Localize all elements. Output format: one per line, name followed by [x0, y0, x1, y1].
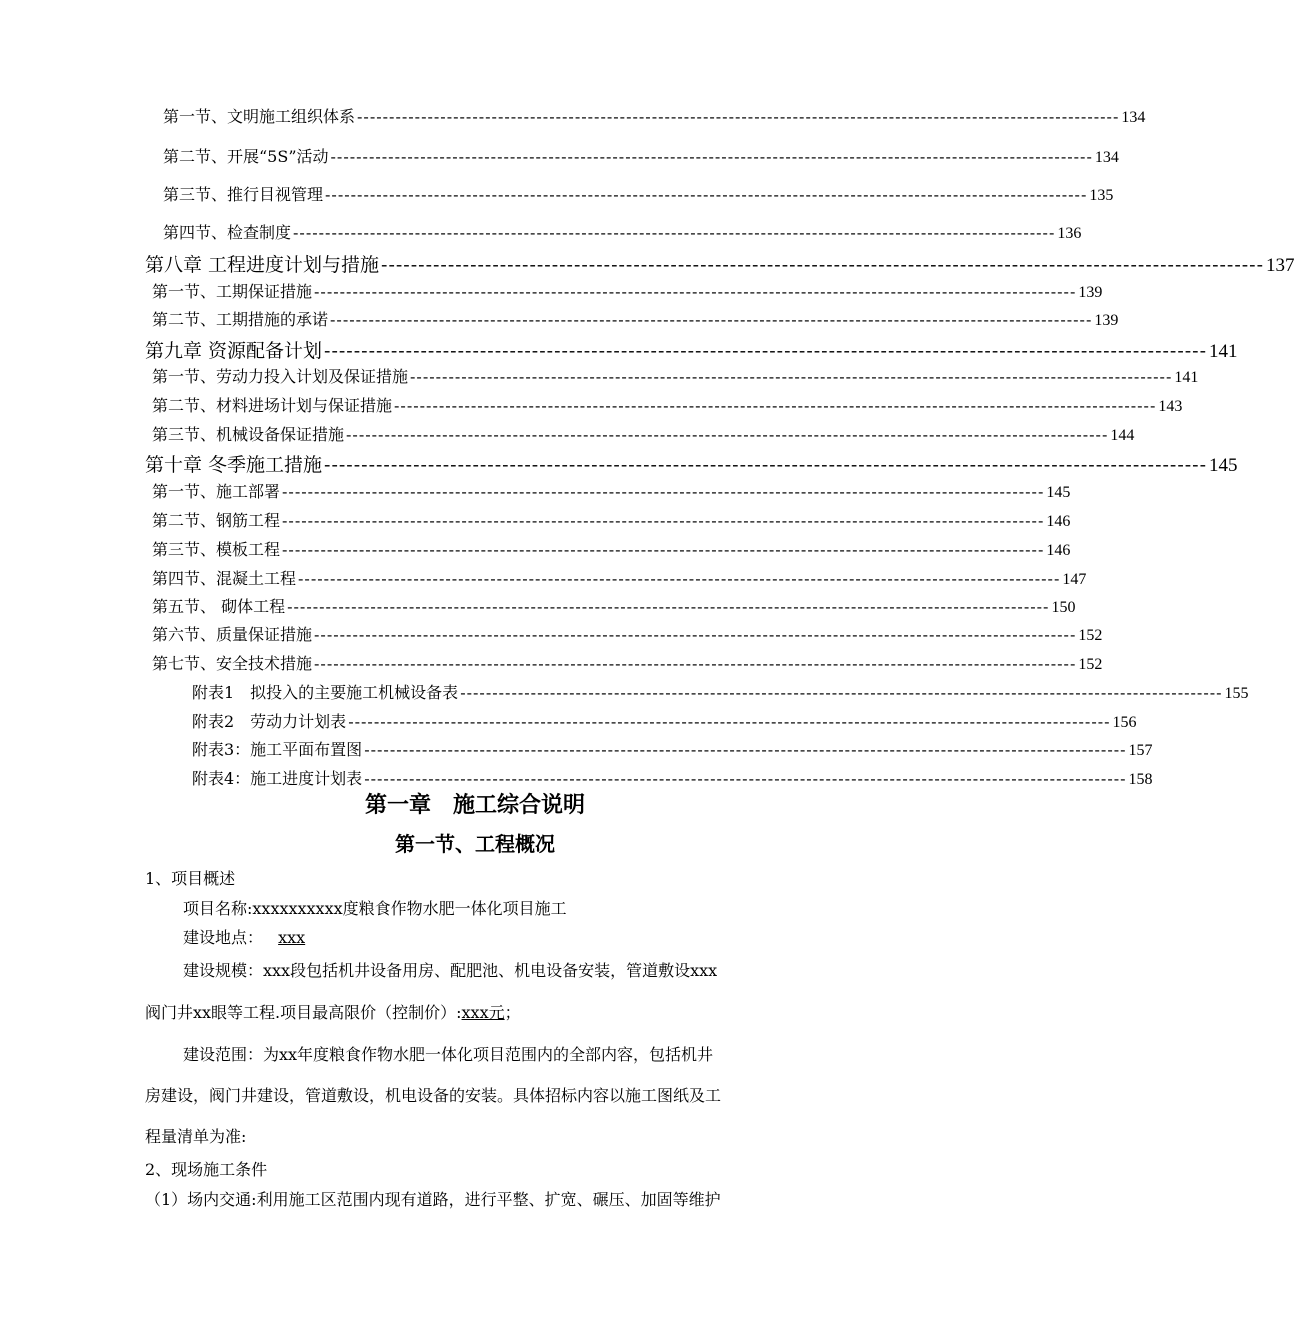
toc-label: 第二节、工期措施的承诺 [152, 310, 329, 329]
toc-leader: ----------------------------------------------------------------------------------------------------------------------- [364, 740, 1127, 759]
toc-page-number: 156 [1112, 714, 1137, 731]
toc-chapter-row[interactable] [145, 336, 1238, 363]
toc-leader: ----------------------------------------------------------------------------------------------------------------------- [330, 147, 1093, 166]
location-line [183, 925, 305, 948]
traffic-line: （1）场内交通:利用施工区范围内现有道路，进行平整、扩宽、碾压、加固等维护 [145, 1190, 721, 1209]
toc-leader: ----------------------------------------------------------------------------------------------------------------------- [325, 185, 1088, 204]
toc-chapter-row[interactable] [145, 250, 1295, 277]
toc-leader: ----------------------------------------------------------------------------------------------------------------------- [394, 396, 1157, 415]
toc-section-row[interactable] [152, 594, 1076, 617]
toc-label: 附表1 拟投入的主要施工机械设备表 [192, 683, 459, 702]
toc-label: 第三节、机械设备保证措施 [152, 425, 345, 444]
toc-label: 第八章 工程进度计划与措施 [145, 254, 380, 276]
toc-page-number: 141 [1209, 341, 1238, 362]
toc-leader: ----------------------------------------------------------------------------------------------------------------------- [287, 597, 1050, 616]
toc-page-number: 152 [1078, 627, 1103, 644]
toc-page-number: 135 [1089, 187, 1114, 204]
toc-label: 第一节、劳动力投入计划及保证措施 [152, 367, 409, 386]
toc-section-row[interactable] [163, 104, 1146, 127]
toc-label: 第十章 冬季施工措施 [145, 454, 323, 476]
location-value: xxx [278, 928, 306, 947]
toc-label: 第三节、推行目视管理 [163, 185, 324, 204]
toc-label: 第一节、文明施工组织体系 [163, 107, 356, 126]
toc-section-row[interactable] [152, 651, 1103, 674]
toc-leader: ----------------------------------------------------------------------------------------------------------------------- [357, 107, 1120, 126]
toc-page-number: 146 [1046, 513, 1071, 530]
toc-leader: ----------------------------------------------------------------------------------------------------------------------- [460, 683, 1223, 702]
max-price-value: xxx元 [461, 1003, 505, 1022]
scale-line-2-prefix: 阀门井xx眼等工程.项目最高限价（控制价）: [145, 1003, 462, 1022]
toc-label: 第六节、质量保证措施 [152, 625, 313, 644]
scale-line-2-suffix: ； [504, 1003, 521, 1022]
toc-leader: ----------------------------------------------------------------------------------------------------------------------- [381, 254, 1265, 276]
scope-line-3: 程量清单为准: [145, 1127, 247, 1146]
toc-page-number: 146 [1046, 542, 1071, 559]
toc-leader: ----------------------------------------------------------------------------------------------------------------------- [282, 511, 1045, 530]
toc-page-number: 150 [1051, 599, 1076, 616]
toc-section-row[interactable] [152, 479, 1071, 502]
toc-appendix-row[interactable] [192, 680, 1249, 703]
toc-section-row[interactable] [152, 537, 1071, 560]
toc-appendix-row[interactable] [192, 766, 1153, 789]
toc-label: 第三节、模板工程 [152, 540, 281, 559]
toc-section-row[interactable] [152, 566, 1087, 589]
toc-page-number: 134 [1121, 109, 1146, 126]
toc-label: 附表3：施工平面布置图 [192, 740, 363, 759]
toc-page-number: 147 [1062, 571, 1087, 588]
toc-page-number: 134 [1094, 149, 1119, 166]
toc-page-number: 145 [1209, 455, 1238, 476]
toc-page-number: 136 [1057, 225, 1082, 242]
toc-appendix-row[interactable] [192, 709, 1137, 732]
paragraph-heading-2: 2、现场施工条件 [145, 1160, 268, 1179]
toc-page-number: 158 [1128, 771, 1153, 788]
toc-leader: ----------------------------------------------------------------------------------------------------------------------- [314, 654, 1077, 673]
toc-label: 第九章 资源配备计划 [145, 340, 323, 362]
toc-leader: ----------------------------------------------------------------------------------------------------------------------- [324, 454, 1208, 476]
toc-leader: ----------------------------------------------------------------------------------------------------------------------- [330, 310, 1093, 329]
toc-page-number: 145 [1046, 484, 1071, 501]
scale-line-1: 建设规模：xxx段包括机井设备用房、配肥池、机电设备安装，管道敷设xxx [183, 961, 718, 980]
toc-label: 附表2 劳动力计划表 [192, 712, 347, 731]
toc-section-row[interactable] [152, 279, 1103, 302]
toc-page-number: 152 [1078, 656, 1103, 673]
chapter-heading: 第一章 施工综合说明 [364, 793, 585, 818]
toc-label: 第一节、施工部署 [152, 482, 281, 501]
toc-section-row[interactable] [163, 144, 1119, 167]
toc-label: 第五节、 砌体工程 [152, 597, 286, 616]
toc-leader: ----------------------------------------------------------------------------------------------------------------------- [348, 712, 1111, 731]
toc-section-row[interactable] [152, 422, 1135, 445]
toc-label: 第四节、混凝土工程 [152, 569, 297, 588]
toc-section-row[interactable] [152, 393, 1183, 416]
toc-label: 第七节、安全技术措施 [152, 654, 313, 673]
section-heading: 第一节、工程概况 [395, 832, 555, 856]
toc-page-number: 139 [1094, 312, 1119, 329]
toc-page-number: 139 [1078, 284, 1103, 301]
toc-appendix-row[interactable] [192, 737, 1153, 760]
scope-line-1: 建设范围：为xx年度粮食作物水肥一体化项目范围内的全部内容，包括机井 [183, 1045, 714, 1064]
toc-leader: ----------------------------------------------------------------------------------------------------------------------- [410, 367, 1173, 386]
toc-leader: ----------------------------------------------------------------------------------------------------------------------- [282, 482, 1045, 501]
toc-leader: ----------------------------------------------------------------------------------------------------------------------- [298, 569, 1061, 588]
scope-line-2: 房建设，阀门井建设，管道敷设，机电设备的安装。具体招标内容以施工图纸及工 [145, 1086, 722, 1105]
toc-leader: ----------------------------------------------------------------------------------------------------------------------- [314, 625, 1077, 644]
toc-section-row[interactable] [152, 622, 1103, 645]
toc-section-row[interactable] [152, 307, 1119, 330]
paragraph-heading-1: 1、项目概述 [145, 869, 236, 888]
toc-page-number: 141 [1174, 369, 1199, 386]
project-name-line: 项目名称:xxxxxxxxxx度粮食作物水肥一体化项目施工 [183, 899, 567, 918]
toc-page-number: 155 [1224, 685, 1249, 702]
toc-section-row[interactable] [163, 182, 1114, 205]
toc-leader: ----------------------------------------------------------------------------------------------------------------------- [364, 769, 1127, 788]
toc-label: 附表4：施工进度计划表 [192, 769, 363, 788]
toc-label: 第二节、开展“5S”活动 [163, 147, 329, 166]
toc-page-number: 157 [1128, 742, 1153, 759]
scale-line-2 [145, 1000, 521, 1023]
toc-page-number: 143 [1158, 398, 1183, 415]
toc-section-row[interactable] [152, 508, 1071, 531]
toc-leader: ----------------------------------------------------------------------------------------------------------------------- [282, 540, 1045, 559]
toc-leader: ----------------------------------------------------------------------------------------------------------------------- [324, 340, 1208, 362]
toc-leader: ----------------------------------------------------------------------------------------------------------------------- [314, 282, 1077, 301]
toc-label: 第二节、钢筋工程 [152, 511, 281, 530]
toc-leader: ----------------------------------------------------------------------------------------------------------------------- [346, 425, 1109, 444]
toc-label: 第四节、检查制度 [163, 223, 292, 242]
toc-label: 第二节、材料进场计划与保证措施 [152, 396, 393, 415]
toc-chapter-row[interactable] [145, 450, 1238, 477]
toc-page-number: 144 [1110, 427, 1135, 444]
toc-leader: ----------------------------------------------------------------------------------------------------------------------- [293, 223, 1056, 242]
location-label: 建设地点： [183, 928, 264, 947]
toc-section-row[interactable] [152, 364, 1199, 387]
toc-section-row[interactable] [163, 220, 1082, 243]
toc-page-number: 137 [1266, 255, 1295, 276]
toc-label: 第一节、工期保证措施 [152, 282, 313, 301]
